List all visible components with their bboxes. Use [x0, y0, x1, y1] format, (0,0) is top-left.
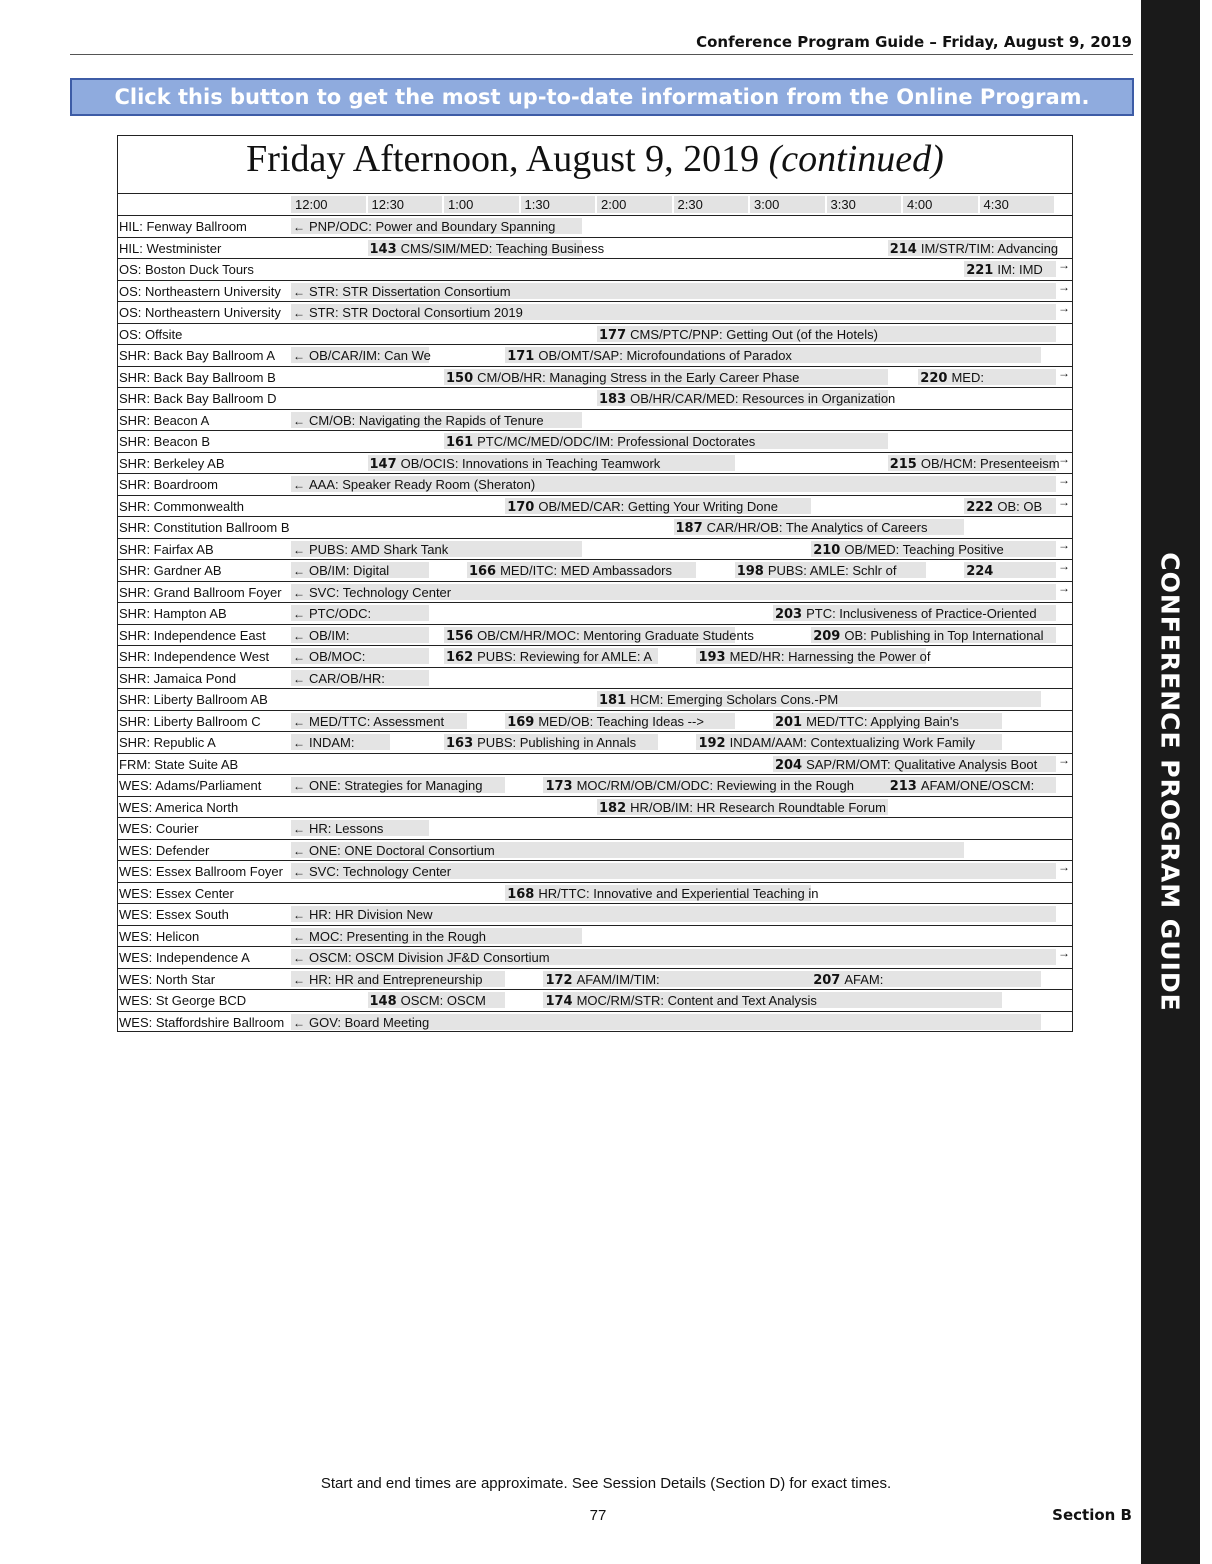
room-label: SHR: Independence East: [119, 627, 266, 643]
session-block[interactable]: [597, 390, 896, 407]
session-title: HR/OB/IM: HR Research Roundtable Forum: [630, 799, 886, 815]
session-block[interactable]: [291, 820, 429, 836]
session-block[interactable]: [291, 928, 582, 944]
continued-from-earlier-icon: ←: [293, 628, 305, 643]
schedule-row: [117, 387, 1073, 409]
session-block[interactable]: [543, 992, 1002, 1008]
session-block[interactable]: [291, 734, 390, 750]
session-block[interactable]: [368, 992, 506, 1008]
session-title: STR: STR Dissertation Consortium: [309, 283, 511, 299]
room-label: SHR: Grand Ballroom Foyer: [119, 584, 282, 600]
continued-from-earlier-icon: ←: [293, 650, 305, 664]
continued-from-earlier-icon: ←: [293, 951, 305, 965]
room-label: HIL: Westminister: [119, 240, 222, 256]
session-number: 156: [446, 628, 474, 644]
session-title: SVC: Technology Center: [309, 864, 452, 879]
schedule-row: [117, 946, 1073, 968]
schedule-row: [117, 882, 1073, 904]
session-title: HR: Lessons: [309, 821, 384, 836]
room-label: WES: Staffordshire Ballroom: [119, 1014, 285, 1030]
room-label: HIL: Fenway Ballroom: [119, 219, 247, 234]
session-block[interactable]: [696, 734, 1002, 750]
session-title: OB/HCM: Presenteeism: [920, 455, 1060, 471]
schedule-row: [117, 667, 1073, 689]
session-title: MOC: Presenting in the Rough: [309, 928, 487, 944]
session-title: HCM: Emerging Scholars Cons.-PM: [630, 692, 839, 707]
continues-later-icon: →: [1058, 752, 1070, 767]
session-title: HR: HR and Entrepreneurship: [309, 971, 483, 987]
session-number: 181: [599, 693, 627, 708]
session-title: SAP/RM/OMT: Qualitative Analysis Boot: [806, 756, 1038, 772]
room-label: WES: Adams/Parliament: [119, 778, 262, 793]
session-number: 171: [507, 349, 535, 364]
schedule-row: [117, 817, 1073, 839]
session-block[interactable]: [543, 777, 887, 793]
continued-from-earlier-icon: ←: [293, 972, 305, 987]
session-title: PNP/ODC: Power and Boundary Spanning: [309, 219, 556, 234]
room-label: SHR: Back Bay Ballroom B: [119, 369, 276, 385]
session-title: CAR/OB/HR:: [309, 670, 385, 686]
session-number: 162: [446, 650, 474, 665]
session-title: MOC/RM/STR: Content and Text Analysis: [576, 993, 817, 1008]
session-title: MOC/RM/OB/CM/ODC: Reviewing in the Rough: [576, 778, 854, 793]
schedule-title-continued: (continued): [768, 138, 944, 180]
session-block[interactable]: [368, 455, 735, 471]
session-number: 163: [446, 736, 474, 751]
session-number: 215: [889, 456, 917, 472]
session-block[interactable]: [444, 648, 658, 664]
session-title: HR/TTC: Innovative and Experiential Teaching in: [538, 885, 819, 901]
session-title: PUBS: AMD Shark Tank: [309, 541, 449, 557]
session-title: STR: STR Doctoral Consortium 2019: [309, 305, 523, 320]
schedule-row: [117, 344, 1073, 366]
continues-later-icon: →: [1058, 946, 1070, 960]
session-number: 166: [468, 564, 497, 579]
continues-later-icon: →: [1058, 365, 1070, 380]
session-number: 173: [545, 779, 573, 794]
continued-from-earlier-icon: ←: [293, 843, 305, 858]
schedule-row: [117, 452, 1073, 474]
continued-from-earlier-icon: ←: [293, 478, 305, 492]
session-title: OB/MED/CAR: Getting Your Writing Done: [538, 498, 778, 514]
session-block[interactable]: [291, 777, 505, 793]
continued-from-earlier-icon: ←: [293, 542, 305, 557]
session-title: OB: OB: [997, 498, 1043, 514]
schedule-row: [117, 710, 1073, 732]
session-block[interactable]: [505, 885, 819, 902]
session-title: MED/HR: Harnessing the Power of: [729, 649, 931, 664]
session-title: PUBS: Reviewing for AMLE: A: [477, 649, 652, 664]
session-block[interactable]: [811, 627, 1056, 643]
schedule-row: [117, 473, 1073, 495]
schedule-row: [117, 839, 1073, 861]
schedule-row: [117, 258, 1073, 280]
session-block[interactable]: [964, 261, 1056, 277]
continues-later-icon: →: [1058, 860, 1070, 874]
continues-later-icon: →: [1058, 301, 1070, 315]
session-number: 201: [774, 714, 803, 730]
room-label: FRM: State Suite AB: [119, 756, 239, 772]
session-title: PUBS: AMLE: Schlr of: [767, 563, 897, 578]
session-title: OB/OMT/SAP: Microfoundations of Paradox: [538, 348, 792, 363]
session-block[interactable]: [597, 326, 1056, 342]
schedule-row: [117, 796, 1073, 818]
schedule-row: [117, 968, 1073, 990]
room-label: SHR: Back Bay Ballroom D: [119, 391, 277, 406]
page-number: 77: [589, 1507, 607, 1524]
session-number: 183: [599, 392, 627, 407]
time-slot-header: 3:30: [827, 196, 902, 213]
session-block[interactable]: [773, 713, 1003, 729]
session-block[interactable]: [696, 648, 931, 665]
session-number: 213: [889, 779, 917, 794]
session-block[interactable]: [964, 498, 1056, 514]
session-block[interactable]: [811, 971, 1041, 987]
footer-note: Start and end times are approximate. See Session Details (Section D) for exact times.: [320, 1475, 892, 1492]
schedule-row: [117, 215, 1073, 237]
session-block[interactable]: [291, 412, 582, 428]
continued-from-earlier-icon: ←: [293, 585, 305, 600]
continued-from-earlier-icon: ←: [293, 736, 305, 750]
schedule-row: [117, 860, 1073, 882]
room-label: SHR: Beacon B: [119, 434, 211, 449]
session-number: 187: [675, 521, 703, 536]
room-label: SHR: Fairfax AB: [119, 541, 214, 557]
schedule-row: [117, 989, 1073, 1011]
session-number: 168: [507, 886, 535, 902]
schedule-row: [117, 1011, 1073, 1033]
room-label: OS: Northeastern University: [119, 283, 281, 299]
session-title: OB/CM/HR/MOC: Mentoring Graduate Students: [477, 627, 754, 643]
session-block[interactable]: [444, 627, 754, 644]
session-title: OSCM: OSCM Division JF&D Consortium: [309, 950, 550, 965]
session-block[interactable]: [291, 842, 964, 858]
session-title: IM/STR/TIM: Advancing: [920, 240, 1059, 256]
session-block[interactable]: [444, 433, 888, 449]
schedule-row: [117, 688, 1073, 710]
continued-from-earlier-icon: ←: [293, 306, 305, 320]
session-block[interactable]: [291, 670, 429, 686]
session-title: AAA: Speaker Ready Room (Sheraton): [309, 477, 536, 492]
session-block[interactable]: [444, 369, 888, 385]
room-label: WES: Defender: [119, 842, 210, 858]
room-label: WES: North Star: [119, 971, 216, 987]
session-block[interactable]: [811, 541, 1056, 557]
online-program-button[interactable]: Click this button to get the most up-to-date information from the Online Program.: [70, 78, 1134, 116]
session-block[interactable]: [964, 562, 1056, 578]
session-block[interactable]: [597, 691, 1041, 707]
room-label: WES: Courier: [119, 821, 199, 836]
schedule-row: [117, 237, 1073, 259]
continues-later-icon: →: [1058, 279, 1070, 294]
session-title: MED/ITC: MED Ambassadors: [500, 563, 673, 578]
session-number: 203: [774, 607, 803, 622]
session-block[interactable]: [773, 756, 1056, 772]
schedule-row: [117, 925, 1073, 947]
session-title: OB/CAR/IM: Can We: [309, 348, 431, 363]
session-block[interactable]: [505, 347, 1041, 363]
schedule-row: [117, 516, 1073, 538]
session-title: INDAM:: [309, 735, 355, 750]
time-slot-header: 1:30: [521, 196, 596, 213]
session-number: 169: [507, 714, 535, 730]
session-number: 204: [774, 757, 803, 773]
continued-from-earlier-icon: ←: [293, 714, 305, 729]
session-title: SVC: Technology Center: [309, 584, 452, 600]
schedule-row: [117, 602, 1073, 624]
session-title: INDAM/AAM: Contextualizing Work Family: [729, 735, 975, 750]
time-slot-header: 2:30: [674, 196, 749, 213]
session-block[interactable]: [291, 971, 505, 987]
schedule-row: [117, 495, 1073, 517]
room-label: SHR: Commonwealth: [119, 498, 244, 514]
session-block[interactable]: [543, 971, 811, 987]
schedule-row: [117, 624, 1073, 646]
session-title: HR: HR Division New: [309, 907, 433, 922]
room-label: WES: America North: [119, 799, 239, 815]
session-number: 150: [446, 370, 474, 386]
continued-from-earlier-icon: ←: [293, 1015, 305, 1030]
room-label: SHR: Liberty Ballroom C: [119, 713, 261, 729]
session-number: 182: [599, 800, 627, 816]
time-slot-header: 4:00: [903, 196, 978, 213]
session-block[interactable]: [888, 455, 1060, 472]
schedule-row: [117, 731, 1073, 753]
continued-from-earlier-icon: ←: [293, 822, 305, 836]
room-label: SHR: Boardroom: [119, 477, 218, 492]
session-block[interactable]: [291, 347, 429, 363]
room-label: OS: Offsite: [119, 326, 183, 342]
session-title: CMS/PTC/PNP: Getting Out (of the Hotels): [630, 326, 878, 342]
session-block[interactable]: [291, 541, 582, 557]
continues-later-icon: →: [1058, 473, 1070, 487]
session-number: 161: [446, 435, 474, 450]
room-label: WES: Independence A: [119, 950, 250, 965]
session-title: CMS/SIM/MED: Teaching Business: [400, 240, 605, 256]
schedule-row: [117, 581, 1073, 603]
session-block[interactable]: [291, 1014, 1041, 1030]
session-title: ONE: ONE Doctoral Consortium: [309, 842, 495, 858]
room-label: WES: Essex South: [119, 907, 229, 922]
session-number: 193: [698, 650, 726, 665]
session-title: CAR/HR/OB: The Analytics of Careers: [706, 520, 928, 535]
session-number: 209: [813, 628, 841, 644]
room-label: SHR: Hampton AB: [119, 606, 227, 621]
session-number: 198: [736, 564, 764, 579]
continued-from-earlier-icon: ←: [293, 779, 305, 793]
session-block[interactable]: [291, 949, 1056, 965]
session-number: 214: [889, 241, 917, 257]
session-number: 148: [369, 994, 397, 1009]
room-label: OS: Boston Duck Tours: [119, 262, 254, 277]
continues-later-icon: →: [1058, 258, 1070, 272]
room-label: WES: St George BCD: [119, 993, 247, 1008]
room-label: SHR: Jamaica Pond: [119, 670, 237, 686]
room-label: SHR: Gardner AB: [119, 563, 222, 578]
header-divider: [70, 54, 1133, 55]
session-title: OB: Publishing in Top International: [844, 627, 1044, 643]
session-block[interactable]: [291, 283, 1056, 299]
session-title: OSCM: OSCM: [400, 993, 486, 1008]
session-title: GOV: Board Meeting: [309, 1014, 430, 1030]
schedule-row: [117, 753, 1073, 775]
room-label: WES: Helicon: [119, 928, 200, 944]
session-title: MED/TTC: Assessment: [309, 713, 445, 729]
session-title: CM/OB/HR: Managing Stress in the Early Career Phase: [477, 369, 800, 385]
continues-later-icon: →: [1058, 494, 1070, 509]
room-label: SHR: Liberty Ballroom AB: [119, 692, 268, 707]
schedule-row: [117, 301, 1073, 323]
session-block[interactable]: [444, 734, 658, 750]
continued-from-earlier-icon: ←: [293, 413, 305, 428]
session-block[interactable]: [505, 498, 811, 514]
continues-later-icon: →: [1058, 451, 1070, 466]
session-title: OB/MED: Teaching Positive: [844, 541, 1004, 557]
schedule-row: [117, 774, 1073, 796]
session-title: PTC: Inclusiveness of Practice-Oriented: [806, 606, 1037, 621]
session-title: MED/TTC: Applying Bain's: [806, 713, 959, 729]
session-title: OB/MOC:: [309, 649, 366, 664]
session-block[interactable]: [888, 240, 1059, 257]
continued-from-earlier-icon: ←: [293, 564, 305, 578]
session-block[interactable]: [467, 562, 697, 578]
room-label: SHR: Berkeley AB: [119, 455, 225, 471]
session-block[interactable]: [888, 777, 1056, 793]
session-number: 224: [966, 564, 994, 579]
session-number: 143: [369, 241, 397, 257]
session-title: OB/OCIS: Innovations in Teaching Teamwork: [400, 455, 661, 471]
schedule-row: [117, 366, 1073, 388]
session-title: AFAM:: [844, 971, 884, 987]
session-title: IM: IMD: [997, 262, 1043, 277]
session-title: OB/IM:: [309, 627, 350, 643]
session-block[interactable]: [291, 584, 1056, 600]
schedule-row: [117, 430, 1073, 452]
session-block[interactable]: [291, 304, 1056, 320]
continues-later-icon: →: [1058, 559, 1070, 573]
room-label: SHR: Independence West: [119, 649, 270, 664]
continued-from-earlier-icon: ←: [293, 607, 305, 621]
side-tab-label: CONFERENCE PROGRAM GUIDE: [1155, 552, 1185, 1012]
session-number: 170: [507, 499, 535, 515]
session-title: OB/HR/CAR/MED: Resources in Organization: [630, 391, 896, 406]
room-label: SHR: Republic A: [119, 735, 216, 750]
time-slot-header: 4:30: [980, 196, 1055, 213]
session-number: 177: [599, 327, 627, 343]
session-title: PUBS: Publishing in Annals: [477, 735, 637, 750]
room-label: SHR: Constitution Ballroom B: [119, 520, 290, 535]
session-number: 210: [813, 542, 841, 558]
schedule-row: [117, 903, 1073, 925]
session-number: 220: [920, 370, 948, 386]
schedule-row: [117, 323, 1073, 345]
room-label: SHR: Back Bay Ballroom A: [119, 348, 276, 363]
session-block[interactable]: [291, 648, 429, 664]
section-label: Section B: [1052, 1506, 1132, 1524]
session-number: 147: [369, 456, 397, 472]
session-block[interactable]: [291, 605, 429, 621]
session-block[interactable]: [735, 562, 926, 578]
session-title: AFAM/IM/TIM:: [576, 971, 660, 987]
session-title: AFAM/ONE/OSCM:: [920, 778, 1035, 793]
time-slot-header: 12:00: [291, 196, 366, 213]
continues-later-icon: →: [1058, 537, 1070, 552]
time-slot-header: 2:00: [597, 196, 672, 213]
schedule-row: [117, 280, 1073, 302]
schedule-row: [117, 538, 1073, 560]
session-block[interactable]: [291, 627, 429, 643]
room-label: WES: Essex Ballroom Foyer: [119, 864, 283, 879]
schedule-title: [117, 135, 1073, 193]
session-block[interactable]: [505, 713, 735, 729]
session-title: PTC/ODC:: [309, 606, 372, 621]
continued-from-earlier-icon: ←: [293, 220, 305, 234]
session-block[interactable]: [918, 369, 1056, 385]
session-number: 174: [545, 994, 573, 1009]
continued-from-earlier-icon: ←: [293, 908, 305, 922]
continues-later-icon: →: [1058, 580, 1070, 595]
schedule-row: [117, 409, 1073, 431]
session-number: 221: [966, 263, 994, 278]
session-number: 207: [813, 972, 841, 988]
schedule-row: [117, 559, 1073, 581]
continued-from-earlier-icon: ←: [293, 671, 305, 686]
continued-from-earlier-icon: ←: [293, 284, 305, 299]
session-number: 172: [545, 972, 573, 988]
session-number: 222: [966, 499, 994, 515]
session-block[interactable]: [597, 799, 888, 815]
room-label: WES: Essex Center: [119, 885, 234, 901]
schedule-title-main: Friday Afternoon, August 9, 2019: [246, 138, 760, 180]
session-title: PTC/MC/MED/ODC/IM: Professional Doctorates: [477, 434, 756, 449]
session-title: MED/OB: Teaching Ideas -->: [538, 713, 704, 729]
page-header-title: Conference Program Guide – Friday, August 9, 2019: [696, 33, 1132, 51]
session-title: MED:: [951, 369, 984, 385]
session-block[interactable]: [291, 562, 429, 578]
time-slot-header: 3:00: [750, 196, 825, 213]
session-block[interactable]: [291, 863, 1056, 879]
session-title: ONE: Strategies for Managing: [309, 778, 483, 793]
session-number: 192: [698, 736, 726, 751]
session-block[interactable]: [291, 476, 1056, 492]
session-block[interactable]: [674, 519, 965, 535]
session-title: CM/OB: Navigating the Rapids of Tenure: [309, 412, 544, 428]
room-label: SHR: Beacon A: [119, 412, 210, 428]
schedule-row: [117, 645, 1073, 667]
continued-from-earlier-icon: ←: [293, 929, 305, 944]
room-label: OS: Northeastern University: [119, 305, 281, 320]
continued-from-earlier-icon: ←: [293, 865, 305, 879]
session-block[interactable]: [368, 240, 605, 257]
session-block[interactable]: [291, 906, 1056, 922]
time-slot-header: 1:00: [444, 196, 519, 213]
session-block[interactable]: [291, 713, 467, 729]
time-slot-header: 12:30: [368, 196, 443, 213]
session-block[interactable]: [773, 605, 1056, 621]
time-header-row: [117, 194, 1073, 215]
session-block[interactable]: [291, 218, 582, 234]
continued-from-earlier-icon: ←: [293, 349, 305, 363]
session-title: OB/IM: Digital: [309, 563, 390, 578]
